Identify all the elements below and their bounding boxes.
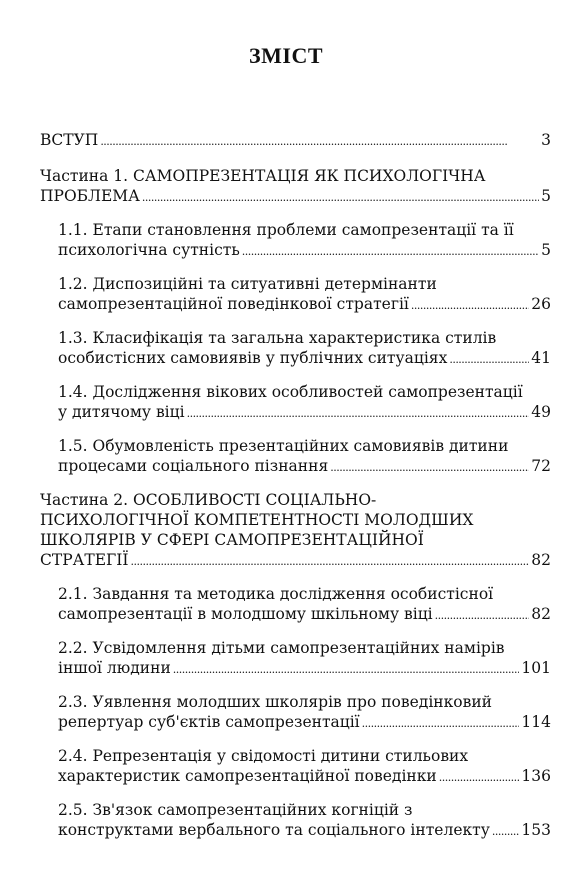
toc-entry-1-4[interactable] bbox=[58, 382, 551, 424]
leader-dots bbox=[187, 404, 530, 424]
leader-dots bbox=[439, 768, 520, 788]
toc-entry-line: 2.1. Завдання та методика дослідження особистісної bbox=[58, 585, 494, 603]
toc-entry-line: 2.2. Усвідомлення дітьми самопрезентаційних намірів bbox=[58, 639, 505, 657]
toc-entry-2-3[interactable] bbox=[58, 692, 551, 734]
leader-dots bbox=[330, 458, 529, 478]
toc-page-number: 72 bbox=[531, 457, 551, 475]
toc-page-number: 101 bbox=[521, 659, 551, 677]
toc-entry-title: психологічна сутність bbox=[58, 241, 240, 259]
toc-page-number: 136 bbox=[521, 767, 551, 785]
leader-dots bbox=[173, 660, 520, 680]
toc-entry-title: конструктами вербального та соціального інтелекту bbox=[58, 821, 490, 839]
toc-page-number: 153 bbox=[521, 821, 551, 839]
toc-entry-title: ПРОБЛЕМА bbox=[40, 187, 140, 205]
toc-entry-line: Частина 2. ОСОБЛИВОСТІ СОЦІАЛЬНО- bbox=[40, 491, 377, 509]
toc-entry-1-5[interactable] bbox=[58, 436, 551, 478]
leader-dots bbox=[242, 242, 539, 262]
toc-entry-line: Частина 1. САМОПРЕЗЕНТАЦІЯ ЯК ПСИХОЛОГІЧНА bbox=[40, 167, 486, 185]
toc-page-number: 82 bbox=[531, 605, 551, 623]
leader-dots bbox=[492, 822, 520, 842]
toc-entry-title: характеристик самопрезентаційної поведінки bbox=[58, 767, 437, 785]
leader-dots bbox=[449, 350, 529, 370]
toc-page-number: 114 bbox=[521, 713, 551, 731]
toc-entry-line: 1.2. Диспозиційні та ситуативні детермінанти bbox=[58, 275, 437, 293]
toc-entry-line: 2.3. Уявлення молодших школярів про поведінковий bbox=[58, 693, 493, 711]
toc-page-number: 49 bbox=[531, 403, 551, 421]
toc-entry-line: 2.5. Зв'язок самопрезентаційних когніцій з bbox=[58, 801, 413, 819]
toc-entry-title: іншої людини bbox=[58, 659, 171, 677]
leader-dots bbox=[131, 552, 530, 572]
toc-entry-part-1[interactable] bbox=[40, 166, 551, 208]
toc-entry-line: 2.4. Репрезентація у свідомості дитини стильових bbox=[58, 747, 469, 765]
toc-entry-2-2[interactable] bbox=[58, 638, 551, 680]
toc-page-number: 26 bbox=[531, 295, 551, 313]
toc-entry-line: ПСИХОЛОГІЧНОЇ КОМПЕТЕНТНОСТІ МОЛОДШИХ bbox=[40, 511, 474, 529]
toc-entry-line: 1.1. Етапи становлення проблеми самопрезентації та її bbox=[58, 221, 514, 239]
toc-page-number: 5 bbox=[541, 241, 551, 259]
toc-page-number: 41 bbox=[531, 349, 551, 367]
toc-entry-title: процесами соціального пізнання bbox=[58, 457, 329, 475]
toc-entry-line: ШКОЛЯРІВ У СФЕРІ САМОПРЕЗЕНТАЦІЙНОЇ bbox=[40, 531, 424, 549]
page-title: ЗМІСТ bbox=[249, 43, 323, 68]
toc-entry-1-3[interactable] bbox=[58, 328, 551, 370]
toc-entry-1-2[interactable] bbox=[58, 274, 551, 316]
toc-entry-part-2[interactable] bbox=[40, 490, 551, 572]
toc-entry-title: самопрезентаційної поведінкової стратегії bbox=[58, 295, 409, 313]
leader-dots bbox=[362, 714, 520, 734]
toc-page-number: 82 bbox=[531, 551, 551, 569]
toc-entry-line: 1.4. Дослідження вікових особливостей самопрезентації bbox=[58, 383, 523, 401]
toc-entry-2-4[interactable] bbox=[58, 746, 551, 788]
toc-entry-line: 1.5. Обумовленість презентаційних самовиявів дитини bbox=[58, 437, 509, 455]
leader-dots bbox=[411, 296, 529, 316]
toc-entry-title: самопрезентації в молодшому шкільному віці bbox=[58, 605, 433, 623]
leader-dots bbox=[100, 132, 539, 152]
toc-page-number: 3 bbox=[541, 131, 551, 149]
toc-entry-title: ВСТУП bbox=[40, 131, 99, 149]
toc-entry-title: особистісних самовиявів у публічних ситуаціях bbox=[58, 349, 448, 367]
toc-entry-2-5[interactable] bbox=[58, 800, 551, 842]
toc-entry-title: СТРАТЕГІЇ bbox=[40, 551, 129, 569]
toc-entry-line: 1.3. Класифікація та загальна характеристика стилів bbox=[58, 329, 497, 347]
leader-dots bbox=[142, 188, 539, 208]
leader-dots bbox=[435, 606, 530, 626]
table-of-contents bbox=[40, 130, 551, 842]
toc-entry-1-1[interactable] bbox=[58, 220, 551, 262]
toc-page-number: 5 bbox=[541, 187, 551, 205]
toc-entry-intro[interactable] bbox=[40, 130, 551, 152]
toc-entry-title: репертуар суб'єктів самопрезентації bbox=[58, 713, 360, 731]
toc-entry-2-1[interactable] bbox=[58, 584, 551, 626]
toc-entry-title: у дитячому віці bbox=[58, 403, 185, 421]
